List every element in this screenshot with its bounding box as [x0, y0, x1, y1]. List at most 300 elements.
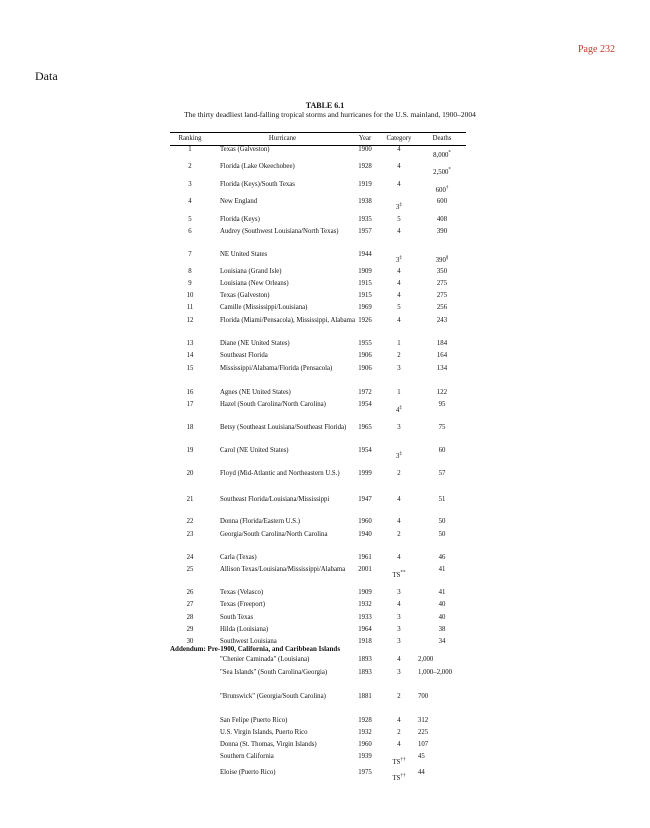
cell-ranking [170, 268, 210, 276]
cell-hurricane-text: NE United States [220, 251, 268, 258]
cell-deaths [418, 280, 466, 288]
cell-category [381, 424, 417, 432]
cell-category [381, 717, 417, 725]
cell-year-text: 1939 [358, 753, 372, 760]
header-category: Category [386, 135, 412, 142]
cell-deaths-text: 256 [436, 304, 448, 311]
cell-hurricane [220, 146, 350, 154]
cell-category-text: 3 [397, 626, 401, 633]
cell-ranking-text: 3 [188, 181, 192, 188]
cell-year-text: 1965 [358, 424, 372, 431]
cell-deaths [418, 317, 466, 325]
cell-hurricane [220, 304, 350, 312]
cell-category-text: 3 [397, 638, 401, 645]
cell-category-text: 2 [397, 693, 401, 700]
cell-category-text: 4 [397, 268, 401, 275]
cell-ranking-text: 27 [186, 601, 194, 608]
cell-hurricane [220, 769, 350, 777]
cell-hurricane-text: Louisiana (Grand Isle) [220, 268, 282, 275]
cell-deaths [418, 656, 478, 664]
cell-category [381, 589, 417, 597]
cell-category [381, 304, 417, 312]
cell-year-text: 1906 [358, 352, 372, 359]
cell-deaths-text: 600 [436, 198, 448, 205]
cell-year [350, 669, 380, 677]
cell-category [381, 626, 417, 634]
table-top-rule [170, 132, 466, 133]
cell-hurricane [220, 216, 350, 224]
cell-deaths [418, 693, 478, 701]
cell-year [350, 638, 380, 646]
cell-category-text: 2 [397, 531, 401, 538]
cell-ranking [170, 146, 210, 154]
cell-hurricane [220, 181, 350, 189]
cell-ranking [170, 292, 210, 300]
cell-ranking-text: 1 [188, 146, 192, 153]
cell-year [350, 280, 380, 288]
cell-deaths-text: 184 [436, 340, 448, 347]
cell-year-text: 1928 [358, 163, 372, 170]
table-row [0, 769, 650, 789]
cell-hurricane-text: "Chenier Caminada" (Louisiana) [220, 656, 310, 663]
cell-year-text: 1938 [358, 198, 372, 205]
cell-deaths-text: 408 [436, 216, 448, 223]
cell-ranking-text: 29 [186, 626, 194, 633]
cell-category-text: 1 [397, 389, 401, 396]
cell-ranking [170, 198, 210, 206]
cell-deaths [418, 589, 466, 597]
cell-year-text: 1909 [358, 268, 372, 275]
cell-deaths [418, 292, 466, 300]
cell-year-text: 1947 [358, 496, 372, 503]
cell-year-text: 1915 [358, 280, 372, 287]
cell-deaths-text: 45 [418, 753, 425, 760]
header-ranking: Ranking [178, 135, 202, 142]
cell-deaths [418, 198, 466, 206]
cell-category [381, 280, 417, 288]
cell-deaths [418, 257, 466, 265]
cell-deaths-text: 95 [438, 401, 446, 408]
cell-category-text: 4 [397, 181, 401, 188]
cell-deaths-text: 44 [418, 769, 425, 776]
table-row [0, 365, 650, 385]
header-deaths: Deaths [432, 135, 452, 142]
cell-year-text: 1932 [358, 729, 372, 736]
cell-ranking-text: 19 [186, 447, 194, 454]
cell-hurricane [220, 753, 350, 761]
cell-year [350, 198, 380, 206]
cell-year-text: 1881 [358, 693, 372, 700]
cell-category-footnote-mark: †† [400, 757, 406, 763]
cell-deaths [418, 669, 478, 677]
cell-ranking-text: 23 [186, 531, 194, 538]
cell-category-text: 2 [397, 729, 401, 736]
cell-ranking-text: 5 [188, 216, 192, 223]
cell-hurricane-text: Mississippi/Alabama/Florida (Pensacola) [220, 365, 333, 372]
cell-year [350, 717, 380, 725]
cell-deaths [418, 187, 466, 195]
cell-ranking-text: 2 [188, 163, 192, 170]
cell-category-text: 4 [397, 496, 401, 503]
cell-deaths-text: 40 [438, 601, 446, 608]
cell-year-text: 1954 [358, 401, 372, 408]
cell-year [350, 753, 380, 761]
cell-year [350, 729, 380, 737]
cell-deaths [418, 228, 466, 236]
table-row [0, 401, 650, 421]
cell-ranking [170, 470, 210, 478]
cell-ranking-text: 4 [188, 198, 192, 205]
cell-ranking-text: 7 [188, 251, 192, 258]
cell-ranking-text: 6 [188, 228, 192, 235]
cell-hurricane-text: Hilda (Louisiana) [220, 626, 269, 633]
cell-category [381, 614, 417, 622]
cell-hurricane-text: Allison Texas/Louisiana/Mississippi/Alabama [220, 566, 346, 573]
cell-deaths [418, 496, 466, 504]
cell-deaths-text: 41 [438, 589, 446, 596]
cell-category [381, 656, 417, 664]
cell-category [381, 693, 417, 701]
cell-category-text: 1 [397, 340, 401, 347]
cell-hurricane [220, 601, 350, 609]
cell-year-text: 1928 [358, 717, 372, 724]
cell-hurricane [220, 352, 350, 360]
table-row [0, 669, 650, 689]
cell-category-text: 4 [397, 601, 401, 608]
cell-category-text: 3 [397, 424, 401, 431]
cell-category [381, 518, 417, 526]
cell-ranking-text: 18 [186, 424, 194, 431]
cell-hurricane-text: Louisiana (New Orleans) [220, 280, 289, 287]
cell-ranking [170, 228, 210, 236]
cell-year [350, 470, 380, 478]
cell-year [350, 181, 380, 189]
cell-hurricane [220, 447, 350, 455]
cell-deaths-text: 312 [418, 717, 429, 724]
cell-hurricane-text: Betsy (Southeast Louisiana/Southeast Florida) [220, 424, 347, 431]
cell-ranking-text: 13 [186, 340, 194, 347]
cell-deaths [418, 554, 466, 562]
cell-deaths-text: 122 [436, 389, 448, 396]
cell-category-text: 3 [396, 257, 400, 264]
cell-deaths [418, 447, 466, 455]
cell-category-text: 4 [397, 741, 401, 748]
cell-deaths [418, 352, 466, 360]
cell-category-footnote-mark: †† [400, 773, 406, 779]
cell-hurricane [220, 401, 350, 409]
cell-deaths [418, 268, 466, 276]
cell-ranking [170, 304, 210, 312]
cell-year-text: 1999 [358, 470, 372, 477]
cell-deaths-text: 51 [438, 496, 446, 503]
cell-category [381, 638, 417, 646]
cell-category [381, 340, 417, 348]
cell-deaths [418, 470, 466, 478]
cell-ranking [170, 447, 210, 455]
cell-hurricane-text: Eloise (Puerto Rico) [220, 769, 276, 776]
cell-category-text: TS [392, 759, 401, 766]
cell-hurricane-text: Audrey (Southwest Louisiana/North Texas) [220, 228, 339, 235]
cell-year [350, 401, 380, 409]
cell-year [350, 317, 380, 325]
cell-deaths [418, 717, 478, 725]
cell-ranking [170, 614, 210, 622]
cell-category-text: 4 [397, 163, 401, 170]
cell-ranking [170, 566, 210, 574]
cell-deaths [418, 601, 466, 609]
cell-ranking-text: 14 [186, 352, 194, 359]
cell-category [381, 669, 417, 677]
cell-year-text: 1926 [358, 317, 372, 324]
cell-category-text: 4 [397, 317, 401, 324]
table-row [0, 531, 650, 551]
cell-hurricane-text: Texas (Freeport) [220, 601, 266, 608]
cell-deaths-text: 57 [438, 470, 446, 477]
cell-year [350, 146, 380, 154]
cell-category-text: 5 [397, 304, 401, 311]
cell-deaths-text: 34 [438, 638, 446, 645]
cell-deaths [418, 566, 466, 574]
cell-ranking-text: 22 [186, 518, 194, 525]
cell-category [381, 268, 417, 276]
cell-deaths [418, 531, 466, 539]
cell-deaths-text: 164 [436, 352, 448, 359]
cell-category-footnote-mark: ‡ [399, 405, 402, 411]
table-row [0, 447, 650, 467]
cell-hurricane-text: Texas (Galveston) [220, 292, 270, 299]
cell-hurricane [220, 496, 350, 504]
cell-deaths [418, 626, 466, 634]
cell-deaths [418, 424, 466, 432]
cell-hurricane [220, 554, 350, 562]
cell-ranking [170, 163, 210, 171]
cell-year [350, 496, 380, 504]
cell-category [381, 228, 417, 236]
cell-deaths-text: 60 [438, 447, 446, 454]
cell-deaths-text: 75 [438, 424, 446, 431]
cell-category-text: 4 [396, 407, 400, 414]
cell-hurricane [220, 566, 350, 574]
cell-deaths [418, 401, 466, 409]
cell-year [350, 228, 380, 236]
cell-hurricane-text: Texas (Velasco) [220, 589, 264, 596]
cell-year [350, 626, 380, 634]
table-row [0, 228, 650, 248]
cell-category-text: 3 [396, 453, 400, 460]
cell-ranking [170, 401, 210, 409]
cell-category-text: 3 [396, 204, 400, 211]
cell-year-text: 1906 [358, 365, 372, 372]
cell-year [350, 424, 380, 432]
cell-hurricane [220, 280, 350, 288]
cell-category [381, 146, 417, 154]
cell-hurricane [220, 268, 350, 276]
cell-deaths-text: 275 [436, 292, 448, 299]
cell-year [350, 365, 380, 373]
cell-category-text: TS [392, 775, 401, 782]
cell-hurricane-text: Hazel (South Carolina/North Carolina) [220, 401, 326, 408]
cell-hurricane-text: Florida (Miami/Pensacola), Mississippi, Alabama [220, 317, 355, 324]
cell-hurricane [220, 228, 350, 236]
cell-category [381, 759, 417, 767]
cell-ranking [170, 280, 210, 288]
cell-year-text: 1900 [358, 146, 372, 153]
cell-category [381, 292, 417, 300]
cell-hurricane-text: Southeast Florida [220, 352, 268, 359]
cell-hurricane-text: San Felipe (Puerto Rico) [220, 717, 288, 724]
table-header [0, 135, 650, 145]
cell-year-text: 1954 [358, 447, 372, 454]
cell-deaths-text: 390 [436, 228, 448, 235]
cell-ranking-text: 15 [186, 365, 194, 372]
cell-deaths-text: 275 [436, 280, 448, 287]
cell-year [350, 268, 380, 276]
cell-deaths [418, 304, 466, 312]
cell-category [381, 453, 417, 461]
cell-year [350, 352, 380, 360]
table-title: TABLE 6.1 [305, 101, 345, 110]
cell-category-text: 2 [397, 352, 401, 359]
cell-year-text: 1909 [358, 589, 372, 596]
table-caption: The thirty deadliest land-falling tropical storms and hurricanes for the U.S. mainland, 1900–2004 [184, 110, 476, 119]
cell-deaths-text: 2,500 [433, 169, 449, 176]
cell-ranking [170, 589, 210, 597]
cell-hurricane [220, 693, 350, 701]
cell-deaths-text: 700 [418, 693, 429, 700]
cell-category [381, 257, 417, 265]
table-row [0, 163, 650, 183]
cell-deaths-text: 2,000 [418, 656, 434, 663]
cell-ranking [170, 251, 210, 259]
cell-hurricane [220, 317, 355, 325]
cell-category-text: 4 [397, 656, 401, 663]
cell-year [350, 656, 380, 664]
cell-category [381, 470, 417, 478]
cell-category-text: 4 [397, 146, 401, 153]
cell-year-text: 1960 [358, 518, 372, 525]
cell-deaths [418, 216, 466, 224]
cell-hurricane [220, 669, 350, 677]
cell-hurricane-text: Texas (Galveston) [220, 146, 270, 153]
cell-hurricane-text: Carol (NE United States) [220, 447, 289, 454]
cell-year-text: 1964 [358, 626, 372, 633]
cell-hurricane [220, 198, 350, 206]
table-row [0, 496, 650, 516]
cell-category [381, 601, 417, 609]
cell-category [381, 496, 417, 504]
cell-year [350, 518, 380, 526]
cell-deaths-text: 41 [438, 566, 446, 573]
cell-category-footnote-mark: ‡ [399, 255, 402, 261]
cell-ranking [170, 317, 210, 325]
cell-deaths [418, 169, 466, 177]
cell-ranking-text: 28 [186, 614, 194, 621]
cell-hurricane-text: Carla (Texas) [220, 554, 257, 561]
cell-year [350, 614, 380, 622]
cell-hurricane [220, 340, 350, 348]
cell-year [350, 389, 380, 397]
cell-ranking [170, 496, 210, 504]
cell-deaths [418, 340, 466, 348]
cell-ranking [170, 181, 210, 189]
cell-category-text: 4 [397, 292, 401, 299]
cell-deaths-text: 40 [438, 614, 446, 621]
table-row [0, 693, 650, 713]
cell-year [350, 163, 380, 171]
cell-year [350, 216, 380, 224]
cell-hurricane-text: Donna (Florida/Eastern U.S.) [220, 518, 301, 525]
cell-deaths [418, 769, 478, 777]
cell-category-text: 3 [397, 669, 401, 676]
cell-year [350, 447, 380, 455]
cell-year-text: 1932 [358, 601, 372, 608]
cell-category-text: 3 [397, 614, 401, 621]
cell-year [350, 769, 380, 777]
cell-ranking [170, 554, 210, 562]
cell-category-text: 4 [397, 228, 401, 235]
cell-hurricane [220, 365, 350, 373]
cell-ranking [170, 424, 210, 432]
cell-ranking [170, 352, 210, 360]
cell-category-text: 2 [397, 470, 401, 477]
cell-category [381, 741, 417, 749]
cell-deaths-text: 46 [438, 554, 446, 561]
cell-deaths [418, 518, 466, 526]
cell-year [350, 566, 380, 574]
cell-category [381, 729, 417, 737]
cell-hurricane-text: U.S. Virgin Islands, Puerto Rico [220, 729, 308, 736]
cell-category [381, 352, 417, 360]
cell-hurricane [220, 656, 350, 664]
cell-year [350, 589, 380, 597]
cell-deaths [418, 614, 466, 622]
cell-category [381, 572, 417, 580]
cell-deaths-text: 50 [438, 518, 446, 525]
cell-category-text: 4 [397, 554, 401, 561]
cell-ranking [170, 340, 210, 348]
cell-ranking [170, 389, 210, 397]
cell-ranking-text: 11 [186, 304, 194, 311]
cell-year-text: 1919 [358, 181, 372, 188]
cell-deaths-text: 350 [436, 268, 448, 275]
cell-hurricane-text: Donna (St. Thomas, Virgin Islands) [220, 741, 317, 748]
cell-year-text: 1915 [358, 292, 372, 299]
cell-hurricane-text: South Texas [220, 614, 254, 621]
cell-year [350, 340, 380, 348]
cell-deaths-text: 134 [436, 365, 448, 372]
cell-hurricane [220, 163, 350, 171]
cell-category [381, 407, 417, 415]
cell-hurricane [220, 531, 350, 539]
cell-hurricane-text: Southern California [220, 753, 274, 760]
cell-hurricane-text: Georgia/South Carolina/North Carolina [220, 531, 328, 538]
table-row [0, 470, 650, 490]
cell-hurricane [220, 424, 350, 432]
cell-category-text: 4 [397, 280, 401, 287]
cell-ranking [170, 365, 210, 373]
cell-category-text: 3 [397, 365, 401, 372]
cell-category [381, 365, 417, 373]
cell-hurricane [220, 589, 350, 597]
cell-ranking-text: 12 [186, 317, 194, 324]
cell-deaths [418, 741, 478, 749]
section-title: Data [35, 69, 58, 83]
cell-ranking-text: 30 [186, 638, 194, 645]
cell-hurricane [220, 251, 350, 259]
table-body [0, 146, 650, 786]
cell-deaths-footnote-mark: * [448, 167, 451, 173]
cell-category [381, 775, 417, 783]
